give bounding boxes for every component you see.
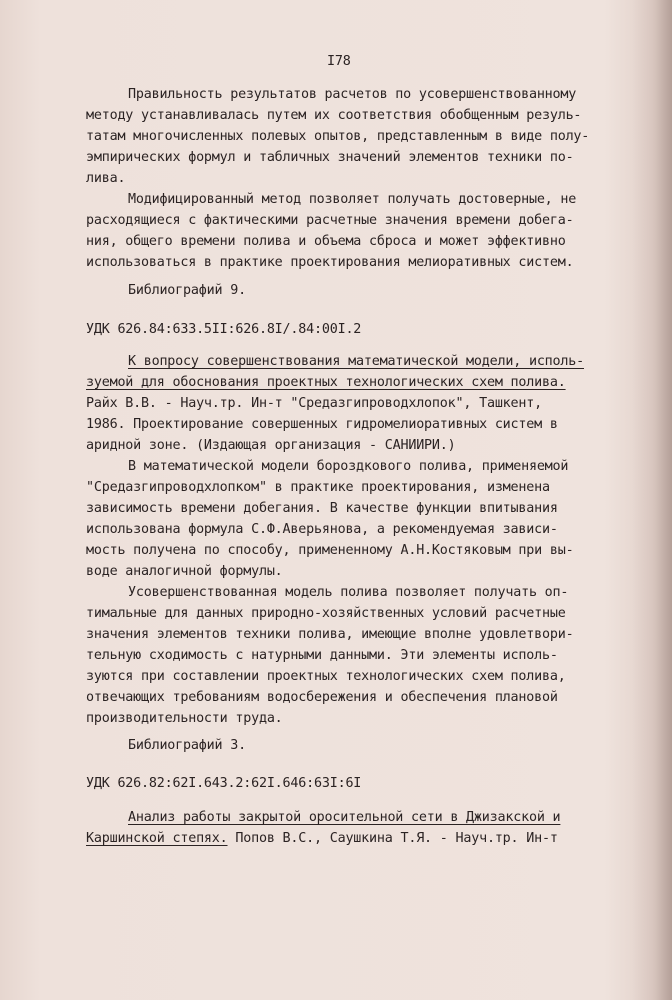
- page-fold-shadow: [632, 0, 672, 1000]
- text-line: "Средазгипроводхлопком" в практике проектирования, изменена: [86, 480, 550, 495]
- text-line: производительности труда.: [86, 711, 283, 726]
- text-line: Модифицированный метод позволяет получать достоверные, не: [128, 192, 577, 207]
- text-line: отвечающих требованиям водосбережения и обеспечения плановой: [86, 690, 558, 705]
- bibliography-count: Библиографий 9.: [128, 283, 246, 298]
- text-line: тельную сходимость с натурными данными. Эти элементы исполь-: [86, 648, 558, 663]
- entry-source: 1986. Проектирование совершенных гидромелиоративных систем в: [86, 417, 558, 432]
- text-line: татам многочисленных полевых опытов, представленным в виде полу-: [86, 129, 590, 144]
- entry-title: зуемой для обоснования проектных технологических схем полива.: [86, 375, 566, 390]
- text-line: эмпирических формул и табличных значений элементов техники по-: [86, 150, 574, 165]
- text-line: мость получена по способу, примененному А.Н.Костяковым при вы-: [86, 543, 574, 558]
- text-line: методу устанавливалась путем их соответствия обобщенным резуль-: [86, 108, 582, 123]
- udk-code: УДК 626.82:62I.643.2:62I.646:63I:6I: [86, 776, 362, 791]
- text-line: использоваться в практике проектирования мелиоративных систем.: [86, 255, 574, 270]
- entry-title-line2: [86, 829, 558, 849]
- page-number: I78: [327, 54, 351, 69]
- text-line: использована формула С.Ф.Аверьянова, а рекомендуемая зависи-: [86, 522, 558, 537]
- udk-code: УДК 626.84:633.5II:626.8I/.84:00I.2: [86, 322, 362, 337]
- entry-authors: Попов В.С., Саушкина Т.Я. - Науч.тр. Ин-т: [227, 831, 558, 846]
- entry-source: аридной зоне. (Издающая организация - САНИИРИ.): [86, 438, 456, 453]
- bibliography-count: Библиографий 3.: [128, 738, 246, 753]
- text-line: воде аналогичной формулы.: [86, 564, 283, 579]
- text-line: расходящиеся с фактическими расчетные значения времени добега-: [86, 213, 574, 228]
- entry-source: Райх В.В. - Науч.тр. Ин-т "Средазгипроводхлопок", Ташкент,: [86, 396, 542, 411]
- entry-title: Анализ работы закрытой оросительной сети в Джизакской и: [128, 810, 561, 825]
- entry-title: Каршинской степях.: [86, 831, 228, 846]
- text-line: зависимость времени добегания. В качестве функции впитывания: [86, 501, 558, 516]
- text-line: Правильность результатов расчетов по усовершенствованному: [128, 87, 577, 102]
- text-line: зуются при составлении проектных технологических схем полива,: [86, 669, 566, 684]
- entry-title: К вопросу совершенствования математической модели, исполь-: [128, 354, 584, 369]
- text-line: лива.: [86, 171, 126, 186]
- text-line: значения элементов техники полива, имеющие вполне удовлетвори-: [86, 627, 574, 642]
- text-line: В математической модели бороздкового полива, применяемой: [128, 459, 569, 474]
- text-line: тимальные для данных природно-хозяйственных условий расчетные: [86, 606, 566, 621]
- text-line: ния, общего времени полива и объема сброса и может эффективно: [86, 234, 566, 249]
- text-line: Усовершенствованная модель полива позволяет получать оп-: [128, 585, 569, 600]
